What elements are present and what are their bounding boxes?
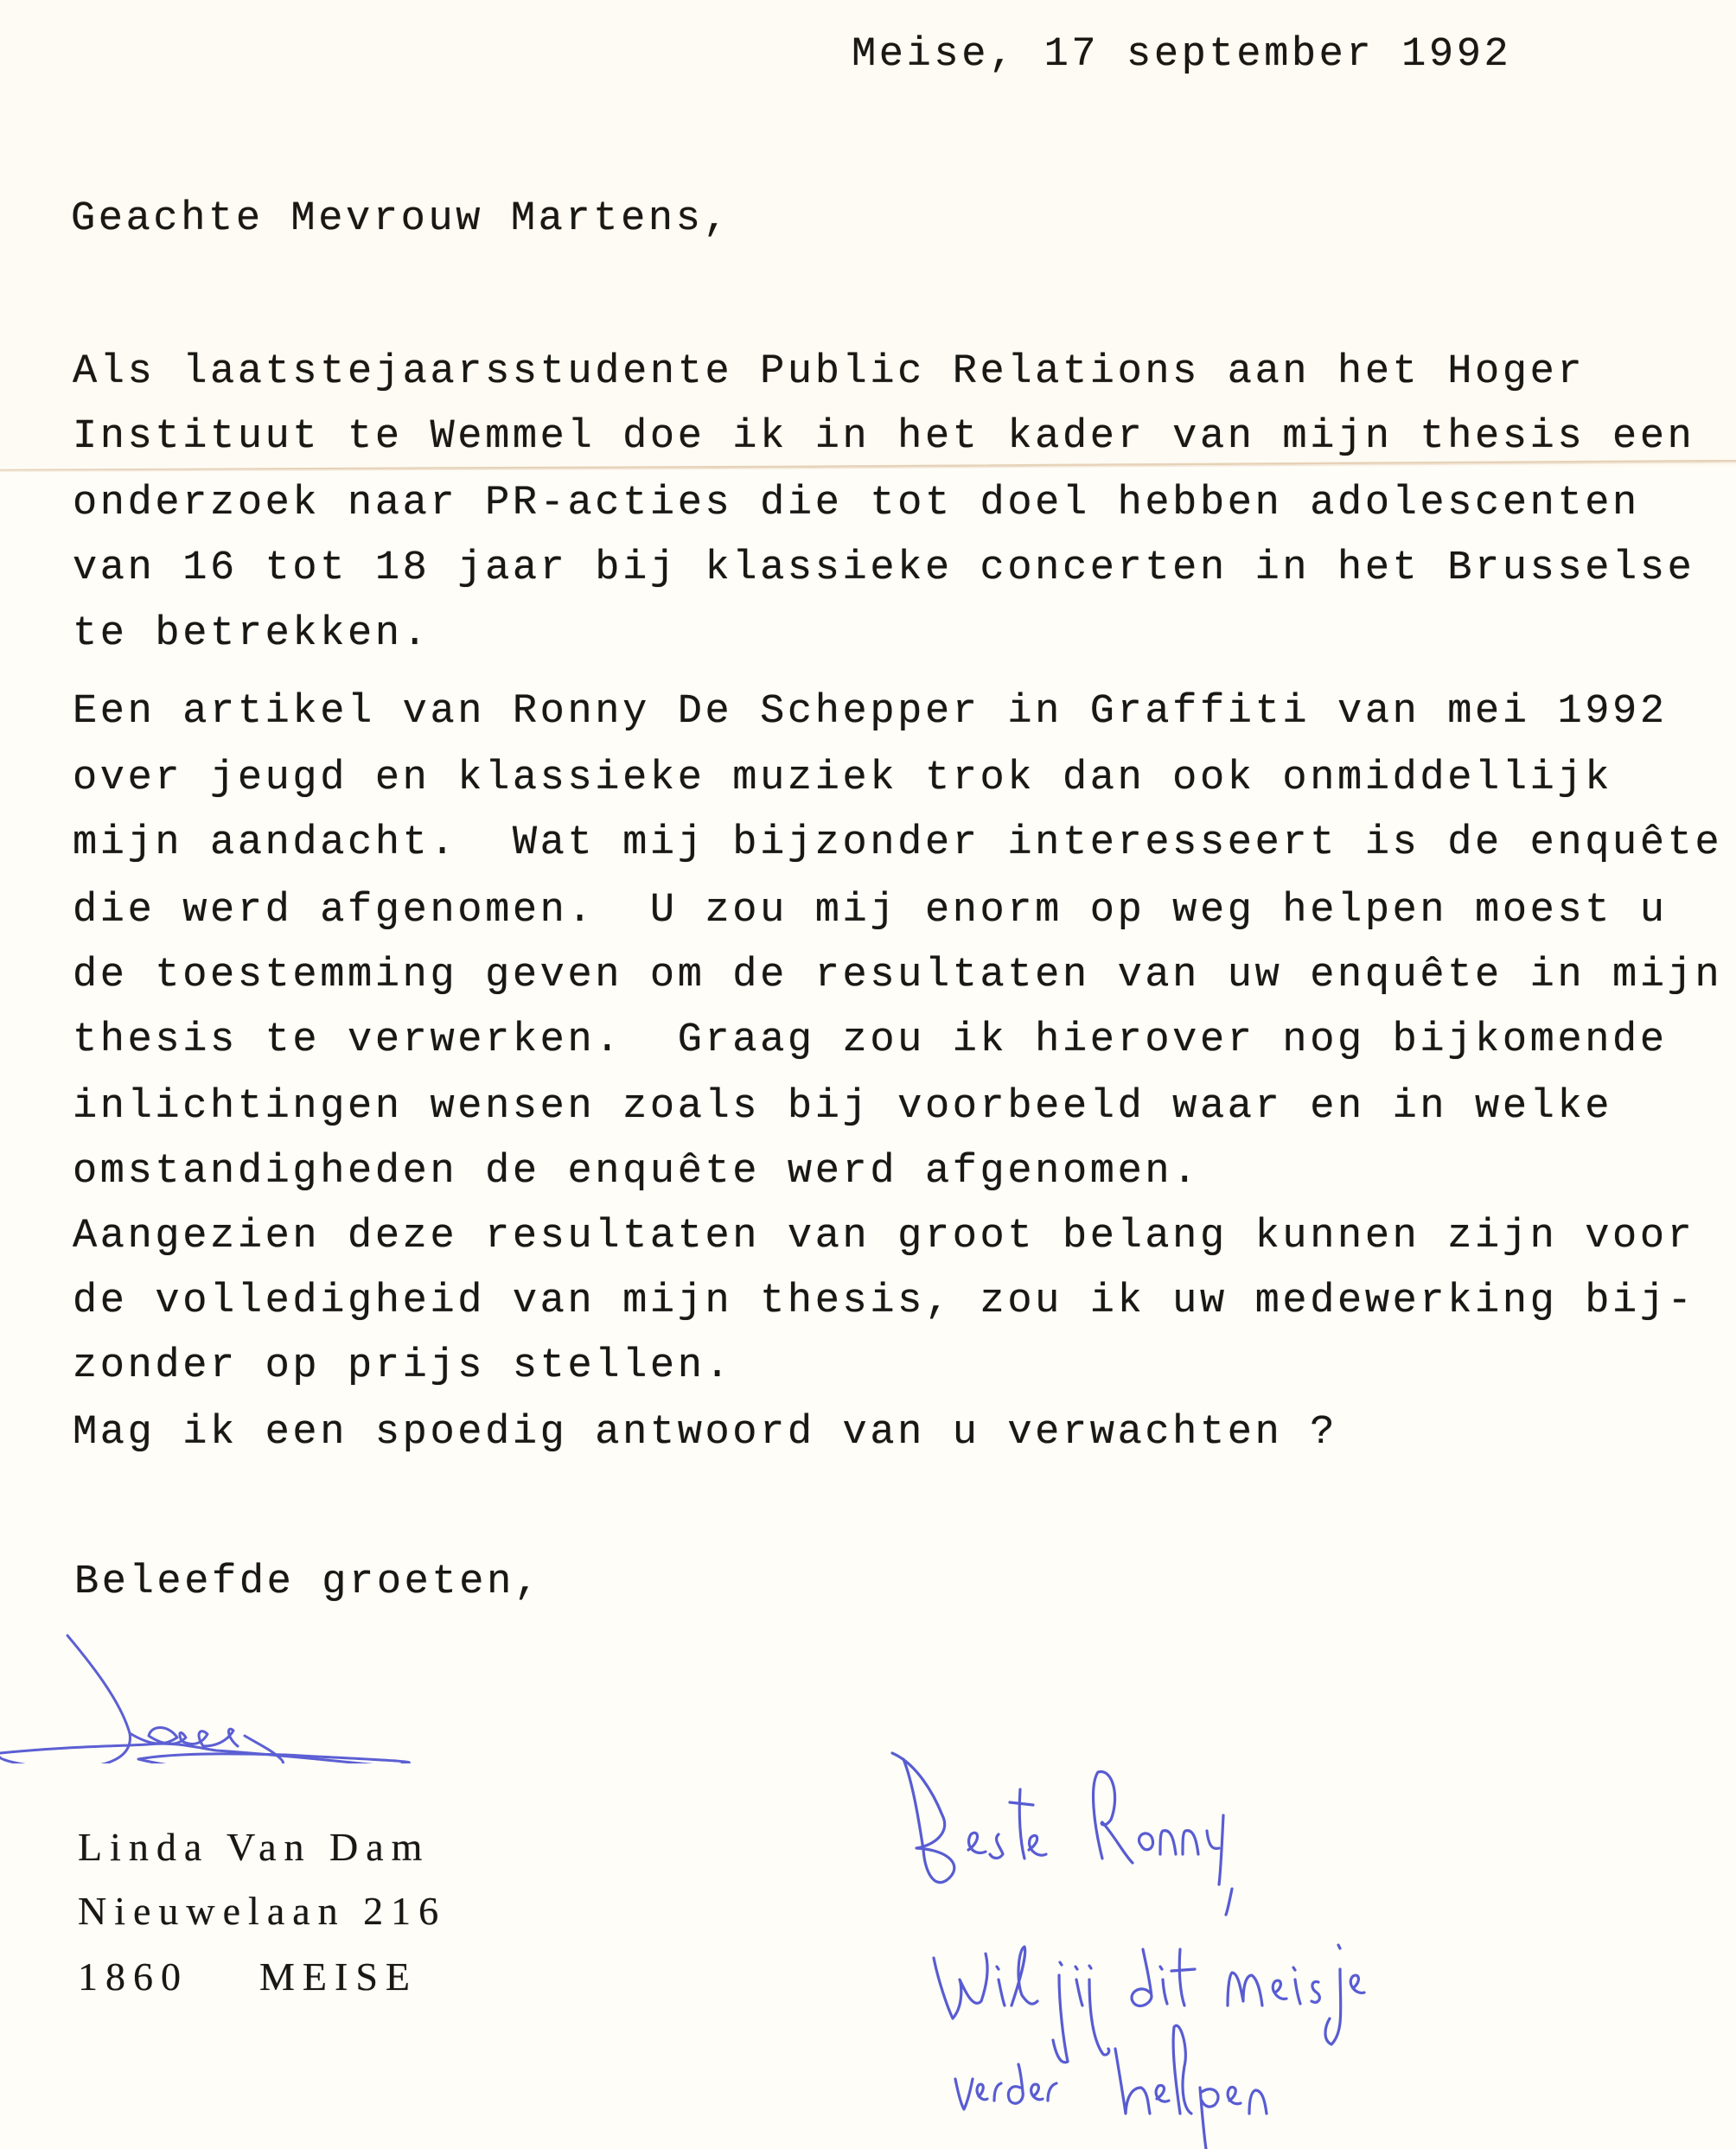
- paragraph-line: Mag ik een spoedig antwoord van u verwachten ?: [73, 1410, 1338, 1456]
- sender-city: 1860 MEISE: [78, 1955, 418, 1999]
- paper-fold-crease: [0, 460, 1736, 472]
- signature: [0, 1617, 709, 1763]
- sender-street: Nieuwelaan 216: [78, 1889, 447, 1933]
- paragraph-line: Als laatstejaarsstudente Public Relations aan het Hoger: [73, 349, 1586, 395]
- paragraph-line: Instituut te Wemmel doe ik in het kader van mijn thesis een: [73, 414, 1695, 460]
- paragraph-line: zonder op prijs stellen.: [73, 1343, 733, 1389]
- paragraph-line: Aangezien deze resultaten van groot belang kunnen zijn voor: [73, 1214, 1695, 1259]
- salutation: Geachte Mevrouw Martens,: [71, 196, 731, 242]
- paragraph-line: over jeugd en klassieke muziek trok dan ook onmiddellijk: [73, 756, 1613, 801]
- paragraph-line: omstandigheden de enquête werd afgenomen.: [73, 1149, 1200, 1195]
- sender-name: Linda Van Dam: [78, 1825, 431, 1869]
- date-line: Meise, 17 september 1992: [852, 32, 1512, 78]
- paragraph-line: mijn aandacht. Wat mij bijzonder interesseert is de enquête: [73, 820, 1723, 866]
- paragraph-line: van 16 tot 18 jaar bij klassieke concerten in het Brusselse: [73, 545, 1695, 591]
- paragraph-line: de toestemming geven om de resultaten van uw enquête in mijn: [73, 953, 1723, 998]
- paragraph-line: inlichtingen wensen zoals bij voorbeeld waar en in welke: [73, 1084, 1613, 1130]
- paragraph-line: onderzoek naar PR-acties die tot doel hebben adolescenten: [73, 481, 1640, 526]
- handwritten-note: [882, 1720, 1736, 2149]
- paragraph-line: Een artikel van Ronny De Schepper in Graffiti van mei 1992: [73, 689, 1668, 735]
- paragraph-line: die werd afgenomen. U zou mij enorm op weg helpen moest u: [73, 888, 1668, 934]
- paragraph-line: de volledigheid van mijn thesis, zou ik uw medewerking bij-: [73, 1279, 1695, 1324]
- paragraph-line: te betrekken.: [73, 611, 431, 657]
- closing: Beleefde groeten,: [74, 1559, 542, 1605]
- paragraph-line: thesis te verwerken. Graag zou ik hierover nog bijkomende: [73, 1017, 1668, 1063]
